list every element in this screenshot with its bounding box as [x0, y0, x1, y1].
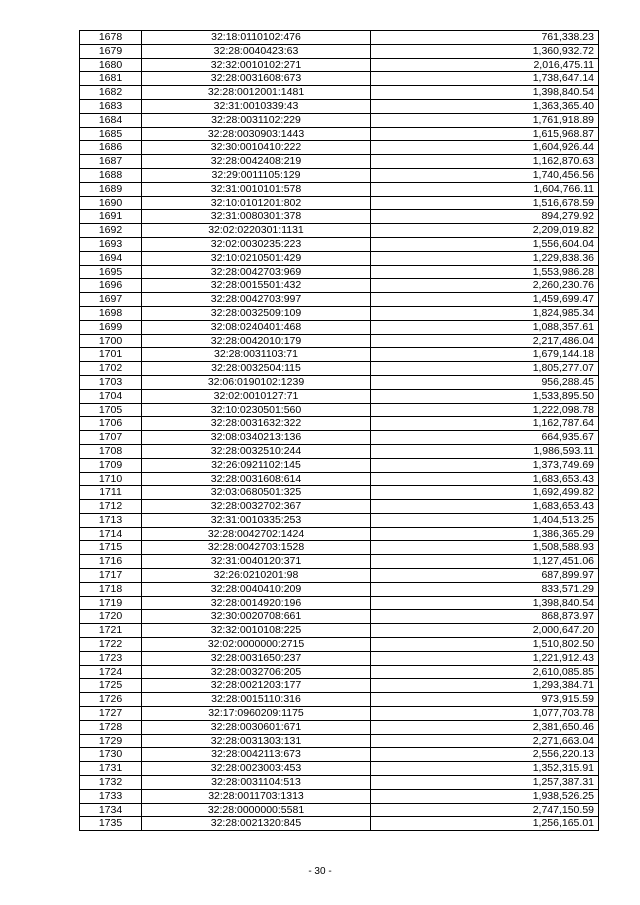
table-row [80, 513, 599, 527]
cadastral-number: 32:31:0010101:578 [142, 182, 371, 196]
row-number: 1679 [80, 44, 142, 58]
cadastral-value: 1,556,604.04 [371, 237, 599, 251]
cadastral-number: 32:28:0015501:432 [142, 279, 371, 293]
cadastral-value: 1,938,526.25 [371, 789, 599, 803]
cadastral-number: 32:28:0042703:1528 [142, 541, 371, 555]
row-number: 1687 [80, 155, 142, 169]
row-number: 1678 [80, 31, 142, 45]
row-number: 1731 [80, 762, 142, 776]
cadastral-value: 1,604,766.11 [371, 182, 599, 196]
cadastral-number: 32:28:0014920:196 [142, 596, 371, 610]
row-number: 1686 [80, 141, 142, 155]
table-row [80, 237, 599, 251]
cadastral-number: 32:28:0021320:845 [142, 817, 371, 831]
cadastral-number: 32:08:0340213:136 [142, 431, 371, 445]
table-row [80, 44, 599, 58]
cadastral-number: 32:28:0042408:219 [142, 155, 371, 169]
cadastral-number: 32:28:0040423:63 [142, 44, 371, 58]
row-number: 1711 [80, 486, 142, 500]
table-row [80, 389, 599, 403]
table-row [80, 679, 599, 693]
row-number: 1733 [80, 789, 142, 803]
cadastral-number: 32:32:0010102:271 [142, 58, 371, 72]
cadastral-value: 868,873.97 [371, 610, 599, 624]
cadastral-number: 32:17:0960209:1175 [142, 707, 371, 721]
cadastral-number: 32:31:0010335:253 [142, 513, 371, 527]
table-row [80, 776, 599, 790]
table-row [80, 99, 599, 113]
table-row [80, 762, 599, 776]
cadastral-value: 1,293,384.71 [371, 679, 599, 693]
table-row [80, 127, 599, 141]
row-number: 1682 [80, 86, 142, 100]
cadastral-value: 2,217,486.04 [371, 334, 599, 348]
row-number: 1734 [80, 803, 142, 817]
table-row [80, 748, 599, 762]
table-row [80, 251, 599, 265]
cadastral-number: 32:02:0000000:2715 [142, 638, 371, 652]
row-number: 1735 [80, 817, 142, 831]
row-number: 1696 [80, 279, 142, 293]
row-number: 1704 [80, 389, 142, 403]
table-row [80, 458, 599, 472]
cadastral-number: 32:28:0015110:316 [142, 693, 371, 707]
cadastral-number: 32:10:0101201:802 [142, 196, 371, 210]
table-row [80, 224, 599, 238]
cadastral-value: 2,381,650.46 [371, 720, 599, 734]
table-row [80, 486, 599, 500]
row-number: 1693 [80, 237, 142, 251]
table-row [80, 472, 599, 486]
cadastral-value: 1,162,787.64 [371, 417, 599, 431]
cadastral-value: 1,373,749.69 [371, 458, 599, 472]
row-number: 1712 [80, 500, 142, 514]
cadastral-value: 1,459,699.47 [371, 293, 599, 307]
cadastral-value: 1,398,840.54 [371, 596, 599, 610]
row-number: 1702 [80, 362, 142, 376]
cadastral-value: 1,360,932.72 [371, 44, 599, 58]
cadastral-number: 32:30:0020708:661 [142, 610, 371, 624]
row-number: 1723 [80, 651, 142, 665]
cadastral-number: 32:31:0040120:371 [142, 555, 371, 569]
table-row [80, 610, 599, 624]
table-row [80, 155, 599, 169]
cadastral-value: 1,162,870.63 [371, 155, 599, 169]
table-row [80, 789, 599, 803]
cadastral-value: 956,288.45 [371, 375, 599, 389]
cadastral-number: 32:10:0230501:560 [142, 403, 371, 417]
table-row [80, 707, 599, 721]
table-row [80, 403, 599, 417]
table-row [80, 334, 599, 348]
table-row [80, 86, 599, 100]
cadastral-number: 32:32:0010108:225 [142, 624, 371, 638]
cadastral-value: 1,221,912.43 [371, 651, 599, 665]
row-number: 1691 [80, 210, 142, 224]
cadastral-number: 32:28:0031104:513 [142, 776, 371, 790]
cadastral-number: 32:28:0042010:179 [142, 334, 371, 348]
cadastral-number: 32:28:0032702:367 [142, 500, 371, 514]
cadastral-value: 1,398,840.54 [371, 86, 599, 100]
cadastral-number: 32:28:0032510:244 [142, 444, 371, 458]
table-row [80, 31, 599, 45]
row-number: 1681 [80, 72, 142, 86]
row-number: 1732 [80, 776, 142, 790]
cadastral-number: 32:28:0042113:673 [142, 748, 371, 762]
row-number: 1685 [80, 127, 142, 141]
cadastral-value: 1,508,588.93 [371, 541, 599, 555]
cadastral-value: 1,533,895.50 [371, 389, 599, 403]
table-row [80, 196, 599, 210]
table-row [80, 306, 599, 320]
row-number: 1719 [80, 596, 142, 610]
cadastral-value: 1,077,703.78 [371, 707, 599, 721]
cadastral-value: 2,556,220.13 [371, 748, 599, 762]
cadastral-value: 1,257,387.31 [371, 776, 599, 790]
cadastral-value: 1,805,277.07 [371, 362, 599, 376]
table-row [80, 596, 599, 610]
cadastral-number: 32:08:0240401:468 [142, 320, 371, 334]
cadastral-value: 2,747,150.59 [371, 803, 599, 817]
cadastral-value: 1,222,098.78 [371, 403, 599, 417]
row-number: 1688 [80, 168, 142, 182]
row-number: 1684 [80, 113, 142, 127]
cadastral-number: 32:28:0030903:1443 [142, 127, 371, 141]
cadastral-number: 32:28:0021203:177 [142, 679, 371, 693]
row-number: 1706 [80, 417, 142, 431]
table-row [80, 720, 599, 734]
row-number: 1707 [80, 431, 142, 445]
cadastral-value: 1,363,365.40 [371, 99, 599, 113]
row-number: 1725 [80, 679, 142, 693]
cadastral-number: 32:26:0210201:98 [142, 569, 371, 583]
row-number: 1721 [80, 624, 142, 638]
row-number: 1714 [80, 527, 142, 541]
table-row [80, 362, 599, 376]
table-row [80, 265, 599, 279]
row-number: 1698 [80, 306, 142, 320]
cadastral-number: 32:02:0220301:1131 [142, 224, 371, 238]
row-number: 1700 [80, 334, 142, 348]
row-number: 1713 [80, 513, 142, 527]
cadastral-number: 32:28:0031632:322 [142, 417, 371, 431]
cadastral-number: 32:28:0032509:109 [142, 306, 371, 320]
cadastral-number: 32:29:0011105:129 [142, 168, 371, 182]
row-number: 1722 [80, 638, 142, 652]
cadastral-number: 32:28:0042702:1424 [142, 527, 371, 541]
cadastral-number: 32:28:0023003:453 [142, 762, 371, 776]
cadastral-value: 1,386,365.29 [371, 527, 599, 541]
table-row [80, 541, 599, 555]
cadastral-value: 2,000,647.20 [371, 624, 599, 638]
page-number: - 30 - [308, 866, 332, 877]
cadastral-value: 2,016,475.11 [371, 58, 599, 72]
row-number: 1716 [80, 555, 142, 569]
cadastral-value: 1,683,653.43 [371, 472, 599, 486]
cadastral-value: 761,338.23 [371, 31, 599, 45]
row-number: 1710 [80, 472, 142, 486]
cadastral-value: 1,692,499.82 [371, 486, 599, 500]
row-number: 1720 [80, 610, 142, 624]
table-row [80, 431, 599, 445]
table-row [80, 417, 599, 431]
cadastral-number: 32:28:0011703:1313 [142, 789, 371, 803]
cadastral-value: 1,352,315.91 [371, 762, 599, 776]
row-number: 1690 [80, 196, 142, 210]
row-number: 1689 [80, 182, 142, 196]
table-row [80, 569, 599, 583]
cadastral-value-table [79, 30, 599, 831]
cadastral-value: 1,256,165.01 [371, 817, 599, 831]
table-row [80, 168, 599, 182]
table-row [80, 72, 599, 86]
cadastral-value: 1,516,678.59 [371, 196, 599, 210]
row-number: 1726 [80, 693, 142, 707]
table-row [80, 624, 599, 638]
row-number: 1680 [80, 58, 142, 72]
table-row [80, 555, 599, 569]
row-number: 1705 [80, 403, 142, 417]
cadastral-value: 973,915.59 [371, 693, 599, 707]
row-number: 1727 [80, 707, 142, 721]
cadastral-value: 1,604,926.44 [371, 141, 599, 155]
cadastral-value: 1,986,593.11 [371, 444, 599, 458]
row-number: 1703 [80, 375, 142, 389]
cadastral-number: 32:28:0012001:1481 [142, 86, 371, 100]
row-number: 1701 [80, 348, 142, 362]
cadastral-number: 32:28:0031650:237 [142, 651, 371, 665]
table-row [80, 693, 599, 707]
cadastral-number: 32:02:0030235:223 [142, 237, 371, 251]
cadastral-value: 1,738,647.14 [371, 72, 599, 86]
cadastral-value: 1,127,451.06 [371, 555, 599, 569]
cadastral-number: 32:28:0040410:209 [142, 582, 371, 596]
cadastral-value: 2,260,230.76 [371, 279, 599, 293]
cadastral-number: 32:28:0031303:131 [142, 734, 371, 748]
cadastral-value: 1,553,986.28 [371, 265, 599, 279]
row-number: 1699 [80, 320, 142, 334]
cadastral-number: 32:28:0031608:673 [142, 72, 371, 86]
row-number: 1697 [80, 293, 142, 307]
cadastral-number: 32:02:0010127:71 [142, 389, 371, 403]
cadastral-number: 32:26:0921102:145 [142, 458, 371, 472]
cadastral-number: 32:10:0210501:429 [142, 251, 371, 265]
cadastral-number: 32:30:0010410:222 [142, 141, 371, 155]
row-number: 1724 [80, 665, 142, 679]
table-row [80, 444, 599, 458]
cadastral-number: 32:28:0042703:969 [142, 265, 371, 279]
row-number: 1709 [80, 458, 142, 472]
cadastral-value: 1,740,456.56 [371, 168, 599, 182]
cadastral-number: 32:28:0030601:671 [142, 720, 371, 734]
cadastral-number: 32:28:0031102:229 [142, 113, 371, 127]
cadastral-value: 894,279.92 [371, 210, 599, 224]
table-row [80, 527, 599, 541]
cadastral-number: 32:31:0010339:43 [142, 99, 371, 113]
cadastral-value: 1,229,838.36 [371, 251, 599, 265]
cadastral-value: 1,683,653.43 [371, 500, 599, 514]
row-number: 1730 [80, 748, 142, 762]
cadastral-value: 664,935.67 [371, 431, 599, 445]
row-number: 1694 [80, 251, 142, 265]
cadastral-value: 1,824,985.34 [371, 306, 599, 320]
cadastral-number: 32:06:0190102:1239 [142, 375, 371, 389]
cadastral-value: 2,610,085.85 [371, 665, 599, 679]
cadastral-number: 32:18:0110102:476 [142, 31, 371, 45]
row-number: 1683 [80, 99, 142, 113]
row-number: 1717 [80, 569, 142, 583]
cadastral-number: 32:31:0080301:378 [142, 210, 371, 224]
cadastral-number: 32:03:0680501:325 [142, 486, 371, 500]
cadastral-value: 1,761,918.89 [371, 113, 599, 127]
row-number: 1729 [80, 734, 142, 748]
row-number: 1692 [80, 224, 142, 238]
cadastral-value: 1,404,513.25 [371, 513, 599, 527]
table-row [80, 182, 599, 196]
table-row [80, 141, 599, 155]
cadastral-number: 32:28:0032504:115 [142, 362, 371, 376]
table-row [80, 293, 599, 307]
cadastral-number: 32:28:0032706:205 [142, 665, 371, 679]
table-row [80, 58, 599, 72]
cadastral-value: 833,571.29 [371, 582, 599, 596]
cadastral-value: 1,615,968.87 [371, 127, 599, 141]
table-row [80, 375, 599, 389]
row-number: 1695 [80, 265, 142, 279]
table-row [80, 210, 599, 224]
table-row [80, 113, 599, 127]
table-row [80, 320, 599, 334]
cadastral-number: 32:28:0031608:614 [142, 472, 371, 486]
cadastral-number: 32:28:0042703:997 [142, 293, 371, 307]
table-row [80, 817, 599, 831]
row-number: 1708 [80, 444, 142, 458]
cadastral-value: 1,510,802.50 [371, 638, 599, 652]
cadastral-value: 2,271,663.04 [371, 734, 599, 748]
cadastral-number: 32:28:0031103:71 [142, 348, 371, 362]
row-number: 1715 [80, 541, 142, 555]
table-row [80, 348, 599, 362]
table-row [80, 582, 599, 596]
row-number: 1728 [80, 720, 142, 734]
table-row [80, 803, 599, 817]
cadastral-number: 32:28:0000000:5581 [142, 803, 371, 817]
table-row [80, 651, 599, 665]
table-body [80, 31, 599, 831]
cadastral-value: 1,088,357.61 [371, 320, 599, 334]
table-row [80, 734, 599, 748]
cadastral-value: 2,209,019.82 [371, 224, 599, 238]
cadastral-value: 1,679,144.18 [371, 348, 599, 362]
table-row [80, 665, 599, 679]
table-row [80, 279, 599, 293]
cadastral-value: 687,899.97 [371, 569, 599, 583]
row-number: 1718 [80, 582, 142, 596]
table-row [80, 638, 599, 652]
table-row [80, 500, 599, 514]
